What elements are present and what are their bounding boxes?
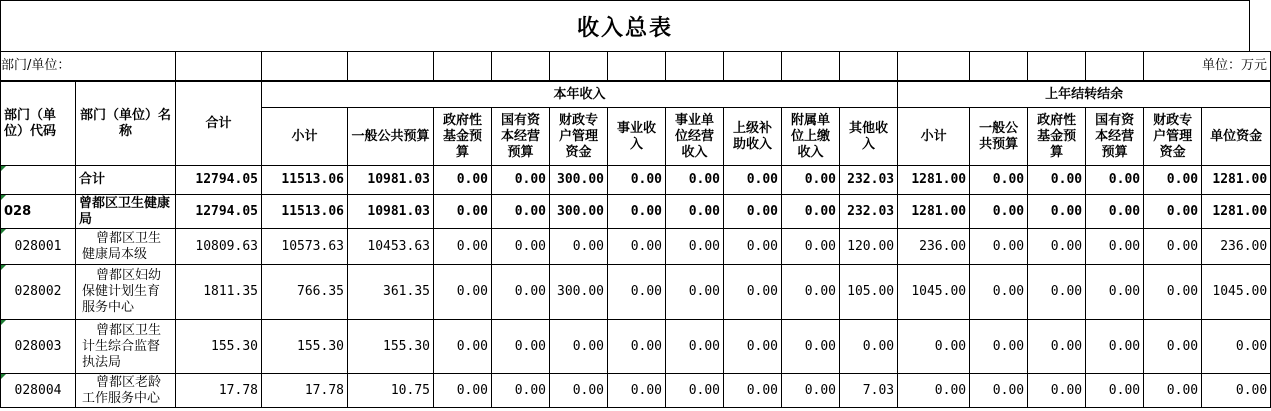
row-value: 0.00: [970, 320, 1028, 374]
row-value: 0.00: [608, 320, 666, 374]
row-value: 11513.06: [262, 166, 348, 195]
row-value: 1811.35: [176, 265, 262, 320]
row-value: 0.00: [666, 265, 724, 320]
row-value: 0.00: [782, 374, 840, 408]
row-value: 0.00: [550, 229, 608, 265]
row-value: 0.00: [434, 265, 492, 320]
row-value: 0.00: [782, 229, 840, 265]
row-value: 0.00: [492, 229, 550, 265]
row-value: 0.00: [608, 229, 666, 265]
header-name: 部门（单位）名称: [76, 82, 176, 166]
row-value: 0.00: [724, 229, 782, 265]
row-value: 300.00: [550, 265, 608, 320]
row-value: 1281.00: [898, 195, 970, 229]
row-name: 曾都区老龄工作服务中心: [76, 374, 176, 408]
row-value: 0.00: [1202, 374, 1271, 408]
row-value: 0.00: [666, 229, 724, 265]
row-value: 105.00: [840, 265, 898, 320]
row-value: 0.00: [608, 265, 666, 320]
table-row: [1, 229, 1271, 265]
row-value: 0.00: [898, 320, 970, 374]
row-value: 17.78: [176, 374, 262, 408]
row-code: [1, 166, 76, 195]
header-total: 合计: [176, 82, 262, 166]
header-prior-col: 政府性基金预算: [1028, 108, 1086, 166]
row-value: 10981.03: [348, 166, 434, 195]
row-value: 10809.63: [176, 229, 262, 265]
row-value: 0.00: [1086, 229, 1144, 265]
dept-label: 部门/单位：: [1, 52, 176, 81]
row-value: 155.30: [262, 320, 348, 374]
row-value: 0.00: [1028, 229, 1086, 265]
row-value: 0.00: [608, 195, 666, 229]
header-current-col: 国有资本经营预算: [492, 108, 550, 166]
row-code: 028002: [1, 265, 76, 320]
row-value: 0.00: [1144, 195, 1202, 229]
row-value: 0.00: [1144, 166, 1202, 195]
row-value: 0.00: [1086, 195, 1144, 229]
page-title: 收入总表: [0, 0, 1250, 51]
row-code: 028004: [1, 374, 76, 408]
unit-label: 单位：万元: [1144, 52, 1271, 81]
header-current-col: 事业收入: [608, 108, 666, 166]
row-value: 10.75: [348, 374, 434, 408]
row-value: 0.00: [434, 320, 492, 374]
row-value: 120.00: [840, 229, 898, 265]
row-value: 0.00: [970, 195, 1028, 229]
row-value: 232.03: [840, 195, 898, 229]
row-value: 0.00: [970, 229, 1028, 265]
row-value: 0.00: [1144, 229, 1202, 265]
row-value: 7.03: [840, 374, 898, 408]
row-value: 12794.05: [176, 166, 262, 195]
row-value: 0.00: [1202, 320, 1271, 374]
row-value: 0.00: [492, 265, 550, 320]
row-value: 0.00: [970, 166, 1028, 195]
income-table: [0, 51, 1271, 81]
header-prior-col: 单位资金: [1202, 108, 1271, 166]
row-value: 12794.05: [176, 195, 262, 229]
table-row: [1, 265, 1271, 320]
row-value: 0.00: [1028, 265, 1086, 320]
row-value: 10453.63: [348, 229, 434, 265]
row-value: 0.00: [724, 320, 782, 374]
row-value: 0.00: [608, 374, 666, 408]
row-value: 300.00: [550, 195, 608, 229]
row-value: 0.00: [724, 265, 782, 320]
row-value: 0.00: [492, 166, 550, 195]
row-value: 17.78: [262, 374, 348, 408]
row-value: 0.00: [666, 320, 724, 374]
table-row: [1, 195, 1271, 229]
row-value: 300.00: [550, 166, 608, 195]
row-value: 766.35: [262, 265, 348, 320]
header-prior-col: 财政专户管理资金: [1144, 108, 1202, 166]
row-value: 0.00: [1086, 265, 1144, 320]
row-value: 0.00: [434, 229, 492, 265]
header-prior-col: 一般公共预算: [970, 108, 1028, 166]
row-value: 0.00: [782, 195, 840, 229]
row-value: 0.00: [782, 320, 840, 374]
header-current-col: 事业单位经营收入: [666, 108, 724, 166]
header-current-col: 附属单位上缴收入: [782, 108, 840, 166]
row-value: 0.00: [434, 374, 492, 408]
row-value: 1045.00: [1202, 265, 1271, 320]
row-value: 0.00: [1028, 195, 1086, 229]
row-value: 0.00: [434, 195, 492, 229]
row-name: 合计: [76, 166, 176, 195]
row-value: 155.30: [176, 320, 262, 374]
row-code: 028: [1, 195, 76, 229]
row-value: 11513.06: [262, 195, 348, 229]
row-value: 10981.03: [348, 195, 434, 229]
row-value: 0.00: [492, 374, 550, 408]
header-current-col: 上级补助收入: [724, 108, 782, 166]
row-value: 0.00: [782, 265, 840, 320]
row-value: 1045.00: [898, 265, 970, 320]
row-value: 1281.00: [898, 166, 970, 195]
row-value: 0.00: [492, 320, 550, 374]
row-value: 1281.00: [1202, 166, 1271, 195]
row-value: 0.00: [666, 195, 724, 229]
row-value: 361.35: [348, 265, 434, 320]
header-prior-year: 上年结转结余: [898, 82, 1271, 108]
row-value: 0.00: [724, 166, 782, 195]
row-code: 028001: [1, 229, 76, 265]
table-row: [1, 320, 1271, 374]
row-value: 0.00: [970, 265, 1028, 320]
header-current-col: 小计: [262, 108, 348, 166]
row-value: 0.00: [1086, 374, 1144, 408]
row-value: 0.00: [1086, 320, 1144, 374]
header-current-col: 财政专户管理资金: [550, 108, 608, 166]
row-value: 155.30: [348, 320, 434, 374]
row-value: 0.00: [550, 374, 608, 408]
row-name: 曾都区妇幼保健计划生育服务中心: [76, 265, 176, 320]
row-value: 0.00: [434, 166, 492, 195]
row-name: 曾都区卫生计生综合监督执法局: [76, 320, 176, 374]
row-value: 0.00: [724, 195, 782, 229]
row-value: 0.00: [840, 320, 898, 374]
row-value: 0.00: [970, 374, 1028, 408]
row-code: 028003: [1, 320, 76, 374]
header-prior-col: 国有资本经营预算: [1086, 108, 1144, 166]
row-value: 0.00: [1028, 320, 1086, 374]
header-prior-col: 小计: [898, 108, 970, 166]
header-code: 部门（单位）代码: [1, 82, 76, 166]
row-value: 0.00: [608, 166, 666, 195]
income-data-table: [0, 81, 1271, 408]
row-value: 0.00: [898, 374, 970, 408]
row-value: 0.00: [724, 374, 782, 408]
row-value: 0.00: [782, 166, 840, 195]
table-row: [1, 166, 1271, 195]
row-value: 0.00: [1028, 374, 1086, 408]
row-name: 曾都区卫生健康局: [76, 195, 176, 229]
row-value: 0.00: [1144, 374, 1202, 408]
header-current-col: 一般公共预算: [348, 108, 434, 166]
header-current-col: 其他收入: [840, 108, 898, 166]
row-value: 1281.00: [1202, 195, 1271, 229]
row-value: 236.00: [1202, 229, 1271, 265]
row-value: 0.00: [1144, 320, 1202, 374]
row-value: 232.03: [840, 166, 898, 195]
row-value: 0.00: [1144, 265, 1202, 320]
row-value: 0.00: [492, 195, 550, 229]
row-value: 0.00: [1028, 166, 1086, 195]
row-value: 0.00: [550, 320, 608, 374]
row-value: 0.00: [666, 166, 724, 195]
table-row: [1, 374, 1271, 408]
row-name: 曾都区卫生健康局本级: [76, 229, 176, 265]
row-value: 0.00: [666, 374, 724, 408]
row-value: 0.00: [1086, 166, 1144, 195]
row-value: 10573.63: [262, 229, 348, 265]
header-current-col: 政府性基金预算: [434, 108, 492, 166]
header-current-year: 本年收入: [262, 82, 898, 108]
row-value: 236.00: [898, 229, 970, 265]
